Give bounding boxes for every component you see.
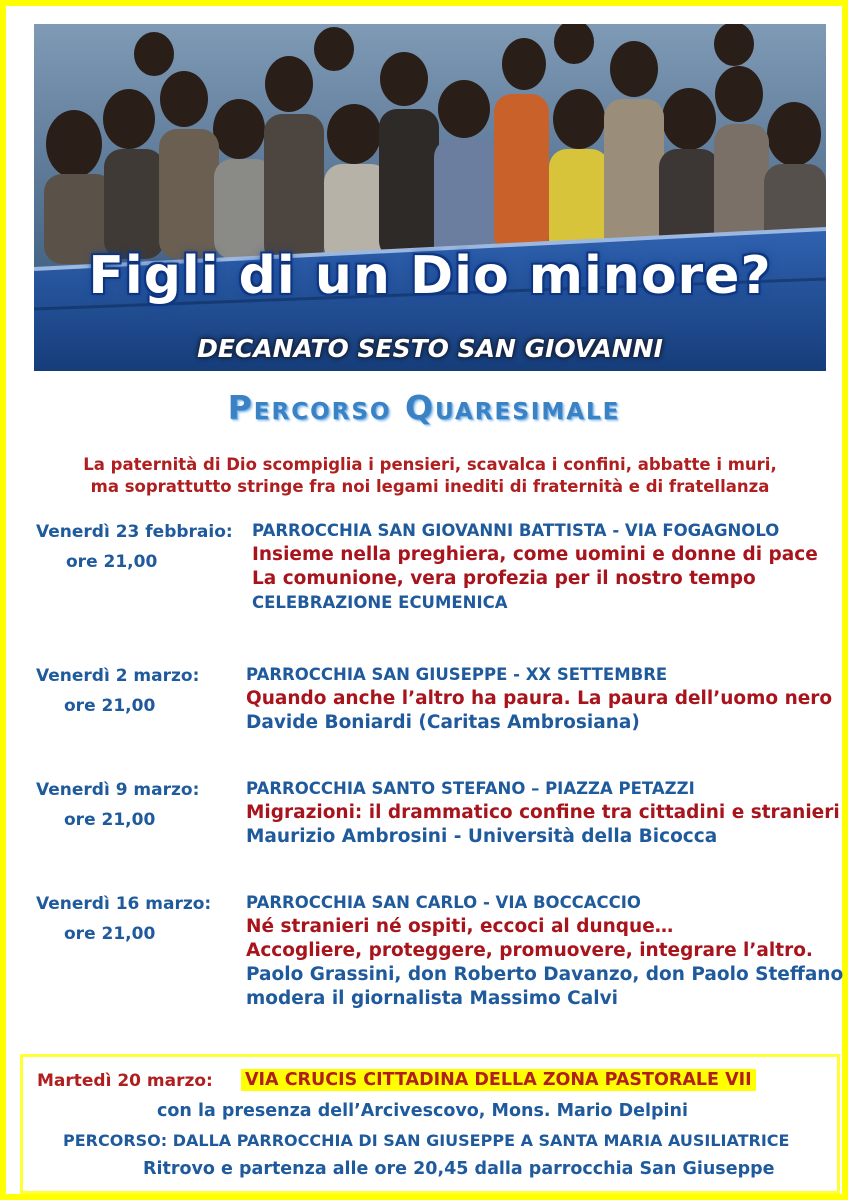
event-place: PARROCCHIA SAN CARLO - VIA BOCCACCIO: [246, 893, 641, 912]
event-place: PARROCCHIA SAN GIUSEPPE - XX SETTEMBRE: [246, 665, 668, 684]
finale-day: Martedì 20 marzo:: [37, 1071, 213, 1091]
event-day: Venerdì 2 marzo:: [36, 666, 200, 686]
event-detail-line: Accogliere, proteggere, promuovere, integrare l’altro.: [246, 940, 813, 961]
event-time: ore 21,00: [64, 810, 156, 830]
poster-subtitle: DECANATO SESTO SAN GIOVANNI: [197, 334, 663, 363]
event-detail-line: Davide Boniardi (Caritas Ambrosiana): [246, 712, 640, 733]
event-place: PARROCCHIA SAN GIOVANNI BATTISTA - VIA FOGAGNOLO: [252, 521, 780, 540]
migrant-boat-photo: [34, 24, 826, 371]
section-heading: Percorso Quaresimale: [227, 388, 621, 427]
event-detail-line: Maurizio Ambrosini - Università della Bicocca: [246, 826, 718, 847]
finale-guest: con la presenza dell’Arcivescovo, Mons. Mario Delpini: [157, 1101, 688, 1121]
poster-title: Figli di un Dio minore?: [88, 246, 772, 306]
event-place: PARROCCHIA SANTO STEFANO – PIAZZA PETAZZI: [246, 779, 695, 798]
intro-line-2: ma soprattutto stringe fra noi legami inediti di fraternità e di fratellanza: [90, 477, 770, 496]
event-day: Venerdì 9 marzo:: [36, 780, 200, 800]
event-time: ore 21,00: [64, 696, 156, 716]
event-details: [246, 894, 843, 1014]
event-detail-line: Paolo Grassini, don Roberto Davanzo, don Paolo Steffano: [246, 964, 844, 985]
intro-text: [46, 454, 814, 498]
event-detail-line: Insieme nella preghiera, come uomini e donne di pace: [252, 544, 818, 565]
event-day: Venerdì 16 marzo:: [36, 894, 212, 914]
event-detail-line: Quando anche l’altro ha paura. La paura dell’uomo nero: [246, 688, 833, 709]
finale-route: PERCORSO: DALLA PARROCCHIA DI SAN GIUSEPPE A SANTA MARIA AUSILIATRICE: [63, 1131, 790, 1150]
event-detail-line: modera il giornalista Massimo Calvi: [246, 988, 618, 1009]
event-details: [246, 666, 832, 738]
event-day: Venerdì 23 febbraio:: [36, 522, 233, 542]
event-detail-line: Né stranieri né ospiti, eccoci al dunque…: [246, 916, 674, 937]
event-details: [246, 780, 840, 852]
event-detail-line: CELEBRAZIONE ECUMENICA: [252, 593, 508, 612]
event-detail-line: Migrazioni: il drammatico confine tra cittadini e stranieri: [246, 802, 840, 823]
event-time: ore 21,00: [64, 924, 156, 944]
finale-meeting: Ritrovo e partenza alle ore 20,45 dalla parrocchia San Giuseppe: [143, 1159, 775, 1179]
intro-line-1: La paternità di Dio scompiglia i pensieri, scavalca i confini, abbatte i muri,: [83, 455, 777, 474]
hero-photo: [34, 24, 826, 371]
event-detail-line: La comunione, vera profezia per il nostro tempo: [252, 568, 756, 589]
event-details: [252, 522, 818, 618]
via-crucis-box: [20, 1054, 840, 1194]
finale-title: VIA CRUCIS CITTADINA DELLA ZONA PASTORALE VII: [241, 1069, 756, 1091]
event-time: ore 21,00: [66, 552, 158, 572]
